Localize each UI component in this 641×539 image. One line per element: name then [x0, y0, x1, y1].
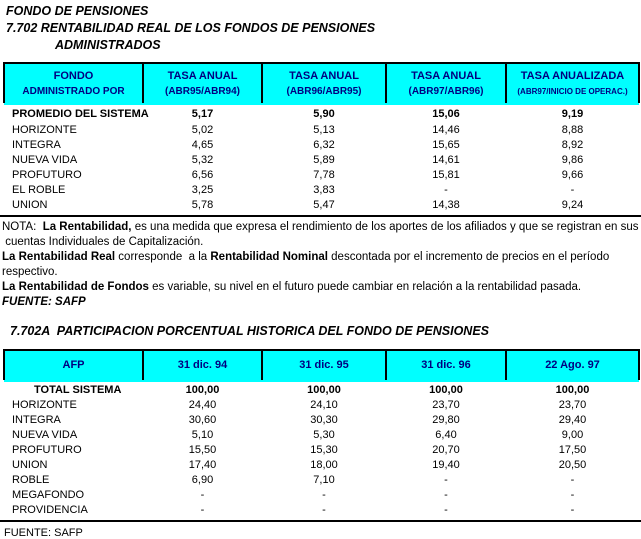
value-cell: -: [200, 504, 205, 516]
table1-header-cell: [506, 63, 639, 105]
value-cell: -: [444, 474, 448, 486]
table-row: [4, 198, 639, 213]
header-line-1: TASA ANUALIZADA: [520, 70, 625, 82]
nota-line-2: [2, 235, 639, 250]
value-cell: 5,13: [313, 124, 335, 136]
table-row: [4, 123, 639, 138]
nota-line-1: [2, 220, 639, 235]
value-cell: 19,40: [432, 459, 460, 471]
table-row: [4, 183, 639, 198]
value-cell: 9,19: [561, 108, 584, 120]
value-cell: 5,90: [313, 108, 335, 120]
nota-line-3: [2, 250, 639, 280]
value-cell: 20,70: [432, 444, 460, 456]
table2-header-cell: AFP: [4, 350, 143, 382]
nota-line-3-mid: corresponde a la: [115, 251, 211, 263]
fund-name-cell: NUEVA VIDA: [12, 429, 78, 441]
value-cell: 8,88: [561, 124, 584, 136]
value-cell: 5,17: [191, 108, 214, 120]
nota-bold-rentabilidad-real: La Rentabilidad Real: [2, 251, 116, 263]
fund-name-cell: MEGAFONDO: [12, 489, 85, 501]
nota-bold-rentabilidad: La Rentabilidad,: [42, 221, 132, 233]
nota-line-3-text: descontada por el incremento de precios en el período respectivo.: [2, 251, 613, 278]
fuente-footer: FUENTE: SAFP: [4, 527, 83, 539]
value-cell: 9,86: [561, 154, 584, 166]
report-header: [0, 0, 641, 54]
table1-header-cell: [262, 63, 386, 105]
table1-body: [4, 105, 639, 214]
value-cell: 5,30: [313, 429, 335, 441]
nota-line-1-text: es una medida que expresa el rendimiento de los aportes de los afiliados y que se registran en sus: [131, 221, 639, 233]
table-row: [4, 503, 639, 518]
value-cell: 17,50: [558, 444, 587, 456]
fund-name-cell: PROMEDIO DEL SISTEMA: [12, 108, 149, 120]
value-cell: 8,92: [561, 139, 584, 151]
value-cell: 24,40: [188, 399, 217, 411]
value-cell: -: [200, 489, 205, 501]
value-cell: 3,25: [191, 184, 214, 196]
value-cell: 6,32: [313, 139, 335, 151]
value-cell: 15,06: [432, 108, 460, 120]
table2-header-row: [4, 350, 639, 382]
fund-name-cell: HORIZONTE: [12, 124, 77, 136]
value-cell: 30,60: [188, 414, 217, 426]
table2-body: [4, 382, 639, 519]
value-cell: 5,10: [191, 429, 214, 441]
value-cell: 100,00: [429, 384, 463, 396]
value-cell: -: [570, 474, 575, 486]
nota-bold-rentabilidad-nominal: Rentabilidad Nominal: [210, 251, 328, 263]
fund-name-cell: UNION: [12, 459, 48, 471]
value-cell: -: [570, 184, 575, 196]
value-cell: 29,80: [432, 414, 460, 426]
value-cell: 23,70: [432, 399, 460, 411]
value-cell: 7,10: [313, 474, 335, 486]
value-cell: 30,30: [310, 414, 338, 426]
fund-name-cell: TOTAL SISTEMA: [34, 384, 122, 396]
value-cell: 17,40: [188, 459, 217, 471]
value-cell: 6,56: [191, 169, 214, 181]
table2-header-cell: 22 Ago. 97: [506, 350, 639, 382]
header-line-1: TASA ANUAL: [167, 70, 238, 82]
header-line-2: (ABR95/ABR94): [164, 86, 240, 97]
value-cell: 4,65: [191, 139, 214, 151]
value-cell: 9,00: [561, 429, 584, 441]
fuente-note: FUENTE: SAFP: [2, 296, 86, 308]
value-cell: -: [322, 489, 326, 501]
value-cell: 5,02: [191, 124, 214, 136]
value-cell: 5,47: [313, 199, 335, 211]
rentabilidad-table: [3, 62, 640, 213]
fund-name-cell: EL ROBLE: [12, 184, 66, 196]
value-cell: 14,61: [432, 154, 460, 166]
nota-label: NOTA:: [2, 221, 43, 233]
value-cell: 15,30: [310, 444, 338, 456]
table2-header-cell: 31 dic. 96: [386, 350, 506, 382]
value-cell: 100,00: [185, 384, 220, 396]
value-cell: 24,10: [310, 399, 338, 411]
nota-line-4: [2, 280, 639, 295]
fund-name-cell: PROFUTURO: [12, 444, 82, 456]
value-cell: 9,66: [561, 169, 584, 181]
value-cell: 6,40: [435, 429, 457, 441]
table1-header-cell: [4, 63, 143, 105]
fund-name-cell: UNION: [12, 199, 48, 211]
value-cell: -: [444, 504, 448, 516]
value-cell: 5,89: [313, 154, 335, 166]
header-line-2: ADMINISTRADO POR: [22, 86, 125, 97]
nota-bold-rentabilidad-fondos: La Rentabilidad de Fondos: [2, 281, 149, 293]
table-row: [4, 153, 639, 168]
value-cell: -: [444, 489, 448, 501]
value-cell: 5,78: [191, 199, 214, 211]
nota-line-4-text: es variable, su nivel en el futuro puede cambiar en relación a la rentabilidad pasada.: [148, 281, 582, 293]
value-cell: 7,78: [313, 169, 335, 181]
header-line-2: (ABR97/ABR96): [408, 86, 484, 97]
nota-block: [0, 215, 641, 310]
fund-name-cell: INTEGRA: [12, 139, 61, 151]
table-row: [4, 398, 639, 413]
table-row: [4, 138, 639, 153]
value-cell: 23,70: [558, 399, 587, 411]
fund-name-cell: NUEVA VIDA: [12, 154, 78, 166]
table-row: [4, 382, 639, 399]
header-line-2: (ABR97/INICIO DE OPERAC.): [517, 87, 628, 96]
table2-header-cell: 31 dic. 94: [143, 350, 262, 382]
table2-title: 7.702A PARTICIPACION PORCENTUAL HISTORICA DEL FONDO DE PENSIONES: [10, 324, 490, 338]
report-title: FONDO DE PENSIONES: [6, 4, 149, 18]
value-cell: 29,40: [558, 414, 587, 426]
table-row: [4, 413, 639, 428]
value-cell: -: [570, 489, 575, 501]
table-row: [4, 458, 639, 473]
value-cell: 100,00: [307, 384, 341, 396]
table2-header-cell: 31 dic. 95: [262, 350, 386, 382]
value-cell: 5,32: [191, 154, 214, 166]
header-line-1: FONDO: [53, 70, 94, 82]
value-cell: 18,00: [310, 459, 338, 471]
table-row: [4, 488, 639, 503]
value-cell: 100,00: [555, 384, 590, 396]
value-cell: 15,81: [432, 169, 460, 181]
fund-name-cell: ROBLE: [12, 474, 50, 486]
nota-line-2-text: cuentas Individuales de Capitalización.: [2, 236, 204, 248]
value-cell: -: [322, 504, 326, 516]
participacion-table: [3, 349, 640, 518]
table1-header-cell: [143, 63, 262, 105]
table-row: [4, 443, 639, 458]
table1-header-row: [4, 63, 639, 105]
value-cell: -: [570, 504, 575, 516]
value-cell: 15,50: [188, 444, 217, 456]
value-cell: 9,24: [561, 199, 584, 211]
table1-title-continuation: ADMINISTRADOS: [55, 38, 161, 52]
header-line-1: TASA ANUAL: [289, 70, 359, 82]
table-row: [4, 428, 639, 443]
table-row: [4, 168, 639, 183]
fund-name-cell: PROVIDENCIA: [12, 504, 88, 516]
value-cell: -: [444, 184, 448, 196]
header-line-2: (ABR96/ABR95): [286, 86, 362, 97]
value-cell: 3,83: [313, 184, 335, 196]
fund-name-cell: INTEGRA: [12, 414, 61, 426]
value-cell: 14,46: [432, 124, 460, 136]
value-cell: 20,50: [558, 459, 587, 471]
value-cell: 6,90: [191, 474, 214, 486]
table-row: [4, 105, 639, 124]
value-cell: 15,65: [432, 139, 460, 151]
value-cell: 14,38: [432, 199, 460, 211]
table1-header-cell: [386, 63, 506, 105]
fund-name-cell: PROFUTURO: [12, 169, 82, 181]
fund-name-cell: HORIZONTE: [12, 399, 77, 411]
table1-title: 7.702 RENTABILIDAD REAL DE LOS FONDOS DE PENSIONES: [6, 21, 376, 35]
table-row: [4, 473, 639, 488]
header-line-1: TASA ANUAL: [411, 70, 481, 82]
